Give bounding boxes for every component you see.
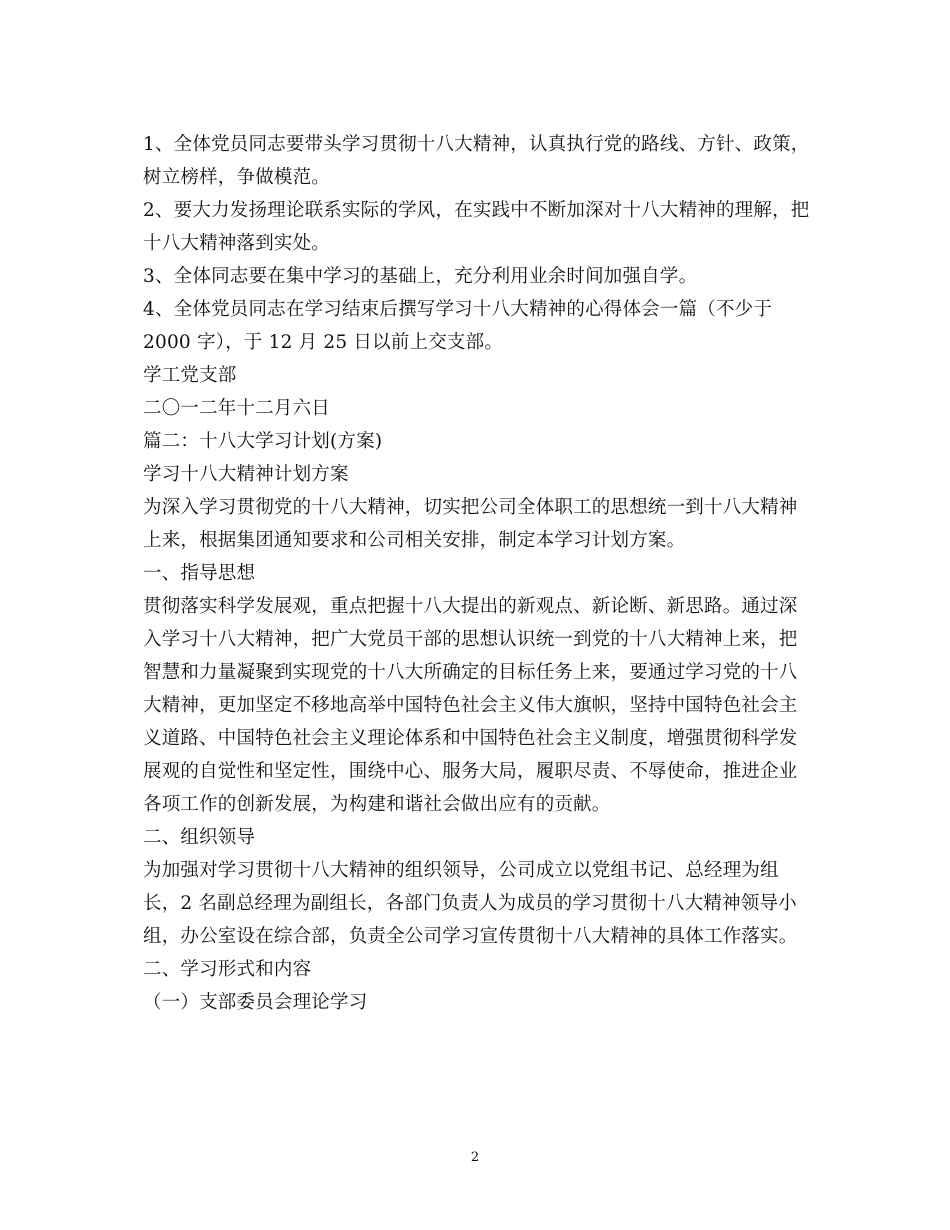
heading: 二、学习形式和内容 [143, 959, 312, 980]
text-line: 义道路、中国特色社会主义理论体系和中国特色社会主义制度，增强贯彻科学发 [143, 728, 798, 749]
text-line: 4、全体党员同志在学习结束后撰写学习十八大精神的心得体会一篇（不少于 [143, 299, 773, 320]
heading: 二、组织领导 [143, 827, 256, 848]
signature-date: 二〇一二年十二月六日 [143, 398, 331, 419]
text-line: 1、全体党员同志要带头学习贯彻十八大精神，认真执行党的路线、方针、政策， [143, 134, 810, 155]
text-line: 贯彻落实科学发展观，重点把握十八大提出的新观点、新论断、新思路。通过深 [143, 596, 798, 617]
text-line: 2000 字），于 12 月 25 日以前上交支部。 [143, 332, 504, 353]
text-line: 长，2 名副总经理为副组长，各部门负责人为成员的学习贯彻十八大精神领导小 [143, 893, 797, 914]
text-line: 为深入学习贯彻党的十八大精神，切实把公司全体职工的思想统一到十八大精神 [143, 497, 798, 518]
subheading: （一）支部委员会理论学习 [143, 992, 368, 1013]
text-line: 展观的自觉性和坚定性，围绕中心、服务大局，履职尽责、不辱使命，推进企业 [143, 761, 798, 782]
text-line: 树立榜样，争做模范。 [143, 167, 331, 188]
text-line: 2、要大力发扬理论联系实际的学风，在实践中不断加深对十八大精神的理解，把 [143, 200, 810, 221]
signature-org: 学工党支部 [143, 365, 237, 386]
text-line: 大精神，更加坚定不移地高举中国特色社会主义伟大旗帜，坚持中国特色社会主 [143, 695, 798, 716]
document-body [143, 128, 813, 1019]
document-title: 学习十八大精神计划方案 [143, 464, 349, 485]
text-line: 上来，根据集团通知要求和公司相关安排，制定本学习计划方案。 [143, 530, 686, 551]
text-line: 为加强对学习贯彻十八大精神的组织领导，公司成立以党组书记、总经理为组 [143, 860, 779, 881]
text-line: 智慧和力量凝聚到实现党的十八大所确定的目标任务上来，要通过学习党的十八 [143, 662, 798, 683]
section-title: 篇二：十八大学习计划(方案) [143, 431, 383, 452]
text-line: 十八大精神落到实处。 [143, 233, 331, 254]
text-line: 入学习十八大精神，把广大党员干部的思想认识统一到党的十八大精神上来，把 [143, 629, 798, 650]
text-line: 组，办公室设在综合部，负责全公司学习宣传贯彻十八大精神的具体工作落实。 [143, 926, 798, 947]
text-line: 3、全体同志要在集中学习的基础上，充分利用业余时间加强自学。 [143, 266, 698, 287]
page-number: 2 [470, 1150, 480, 1165]
heading: 一、指导思想 [143, 563, 256, 584]
text-line: 各项工作的创新发展，为构建和谐社会做出应有的贡献。 [143, 794, 611, 815]
